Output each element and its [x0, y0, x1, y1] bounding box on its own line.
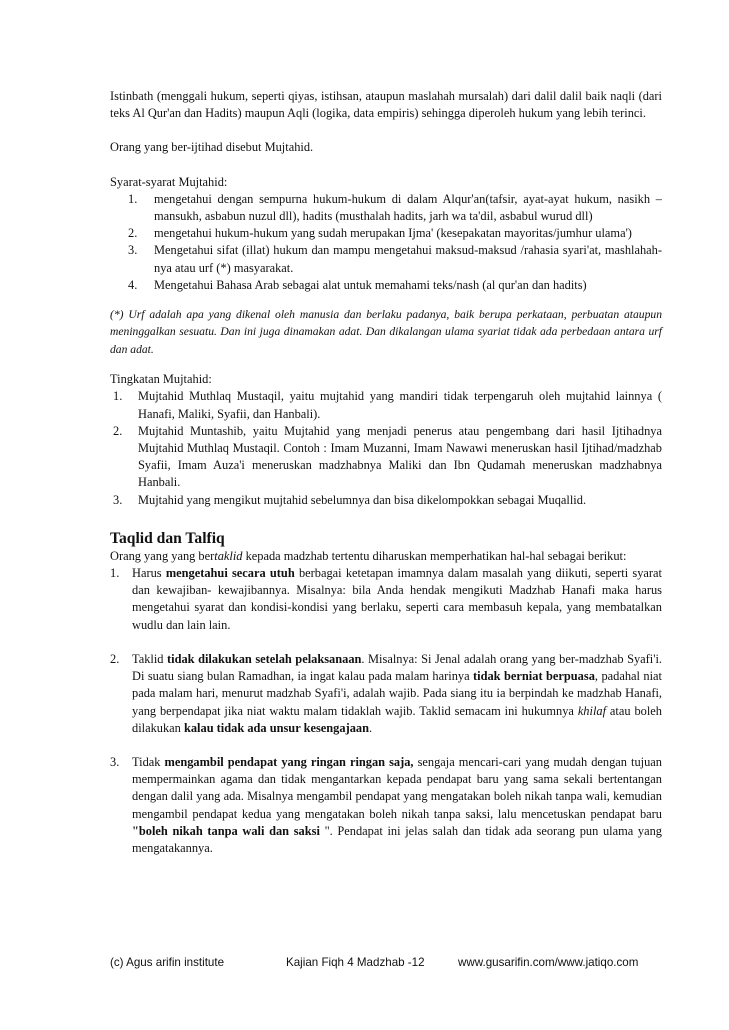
- bold-run: tidak dilakukan setelah pelaksanaan: [167, 651, 362, 666]
- urf-footnote: (*) Urf adalah apa yang dikenal oleh manusia dan berlaku padanya, baik berupa perkataan, perbuatan ataupun meninggalkan sesuatu. Dan ini juga dinamakan adat. Dan dikalangan ulama syariat tidak ada perbedaan antara urf dan adat.: [110, 308, 662, 356]
- list-item: [110, 423, 662, 492]
- taqlid-list: [110, 565, 662, 857]
- tingkatan-list: [110, 388, 662, 508]
- bold-run: mengetahui secara utuh: [165, 566, 295, 581]
- list-item: [110, 277, 662, 294]
- list-text: Mujtahid Muthlaq Mustaqil, yaitu mujtahid yang mandiri tidak terpengaruh oleh mujtahid lainnya ( Hanafi, Maliki, Syafii, dan Hanbali).: [138, 389, 662, 421]
- text-run: Taklid: [132, 651, 167, 666]
- list-item: [110, 225, 662, 242]
- bold-run: "boleh nikah tanpa wali dan saksi: [132, 823, 320, 838]
- intro-emphasis: taklid: [214, 548, 243, 563]
- list-number: 3.: [128, 243, 138, 258]
- list-text: mengetahui hukum-hukum yang sudah merupakan Ijma' (kesepakatan mayoritas/jumhur ulama'): [154, 226, 632, 241]
- list-text: [132, 565, 662, 634]
- taqlid-intro: [110, 548, 662, 565]
- istinbath-paragraph: Istinbath (menggali hukum, seperti qiyas, istihsan, ataupun maslahah mursalah) dari dalil dalil baik naqli (dari teks Al Qur'an dan Hadits) maupun Aqli (logika, data empiris) sehingga diperoleh hukum yang lebih terinci.: [110, 89, 662, 121]
- tingkatan-heading: Tingkatan Mujtahid:: [110, 372, 212, 387]
- list-text: [132, 754, 662, 857]
- list-item: [110, 565, 662, 634]
- list-text: Mujtahid Muntashib, yaitu Mujtahid yang menjadi penerus atau pengembang dari hasil Ijtihadnya Mujtahid Muthlaq Mustaqil. Contoh : Imam Muzanni, Imam Nawawi meneruskan hasil Ijtihad/madzhab Syafii, Imam Auza'i meneruskan madzhabnya Maliki dan Ibn Qudamah meneruskan madzhabnya Hanbali.: [138, 423, 662, 490]
- footer-website: www.gusarifin.com/www.jatiqo.com: [458, 956, 639, 969]
- list-text: Mengetahui sifat (illat) hukum dan mampu mengetahui maksud-maksud /rahasia syari'at, mashlahah-nya atau urf (*) masyarakat.: [154, 243, 662, 275]
- list-number: 3.: [110, 754, 120, 769]
- bold-run: tidak berniat berpuasa: [473, 669, 595, 684]
- list-item: [110, 651, 662, 737]
- list-number: 1.: [128, 191, 138, 206]
- list-text: [132, 651, 662, 737]
- list-item: [110, 388, 662, 422]
- text-run: . Misalnya: Si Jenal adalah orang yang ber-madzhab Syafi'i. Di suatu siang bulan Ramadhan, ia ingat kalau pada malam harinya: [132, 651, 662, 684]
- text-run: berbagai ketetapan imamnya dalam masalah yang diikuti, seperti syarat dan kewajiban- kewajibannya. Misalnya: bila Anda hendak mengikuti Madzhab Hanafi maka harus mengetahui syarat dan kondisi-kondisi yang berlaku, seperti cara membasuh kepala, yang membatalkan wudlu dan lain lain.: [132, 566, 662, 632]
- text-run: atau boleh dilakukan: [132, 703, 662, 735]
- bold-run: kalau tidak ada unsur kesengajaan: [183, 720, 369, 735]
- list-item: [110, 242, 662, 276]
- list-number: 4.: [128, 277, 138, 292]
- list-text: Mengetahui Bahasa Arab sebagai alat untuk memahami teks/nash (al qur'an dan hadits): [154, 277, 587, 292]
- intro-text: Orang yang yang ber: [110, 548, 215, 563]
- syarat-heading: Syarat-syarat Mujtahid:: [110, 174, 228, 189]
- list-item: [110, 191, 662, 225]
- italic-run: khilaf: [577, 703, 607, 718]
- list-item: [110, 754, 662, 857]
- text-run: .: [368, 720, 373, 735]
- list-text: mengetahui dengan sempurna hukum-hukum di dalam Alqur'an(tafsir, ayat-ayat hukum, nasikh –mansukh, asbabun nuzul dll), hadits (musthalah hadits, jarh wa ta'dil, asbabul wurud dll): [154, 191, 662, 224]
- mujtahid-definition: Orang yang ber-ijtihad disebut Mujtahid.: [110, 140, 314, 155]
- syarat-list: [110, 191, 662, 294]
- intro-text: kepada madzhab tertentu diharuskan memperhatikan hal-hal sebagai berikut:: [242, 548, 627, 563]
- list-number: 2.: [110, 651, 120, 666]
- text-run: ". Pendapat ini jelas salah dan tidak ada seorang pun ulama yang mengatakannya.: [132, 823, 662, 855]
- bold-run: mengambil pendapat yang ringan ringan saja,: [164, 754, 414, 769]
- footer-page-title: Kajian Fiqh 4 Madzhab -12: [286, 956, 425, 969]
- list-text: Mujtahid yang mengikut mujtahid sebelumnya dan bisa dikelompokkan sebagai Muqallid.: [138, 492, 587, 507]
- list-number: 3.: [113, 492, 123, 507]
- list-number: 1.: [113, 389, 123, 404]
- text-run: sengaja mencari-cari yang mudah dengan tujuan mempermainkan agama dan tidak mengantarkan kepada pendapat baru yang sama sekali bertentangan dengan dalil yang ada. Misalnya mengambil pendapat yang mengatakan boleh nikah tanpa wali, kemudian mengambil pendapat kedua yang mengatakan boleh nikah tanpa saksi, lalu mencetuskan pendapat baru: [132, 754, 662, 821]
- list-number: 1.: [110, 566, 120, 581]
- list-number: 2.: [113, 423, 123, 438]
- text-run: Harus: [132, 566, 166, 581]
- text-run: Tidak: [132, 754, 165, 769]
- page-content: [110, 88, 662, 857]
- text-run: , padahal niat pada malam hari, menurut madzhab Syafi'i, adalah wajib. Pada siang itu ia berpindah ke madzhab Hanafi, yang berpendapat jika niat waktu malam tidaklah wajib. Taklid semacam ini hukumnya: [132, 669, 663, 718]
- list-number: 2.: [128, 226, 138, 241]
- footer-copyright: (c) Agus arifin institute: [110, 956, 225, 969]
- list-item: [110, 492, 662, 509]
- taqlid-heading: Taqlid dan Talfiq: [110, 529, 225, 547]
